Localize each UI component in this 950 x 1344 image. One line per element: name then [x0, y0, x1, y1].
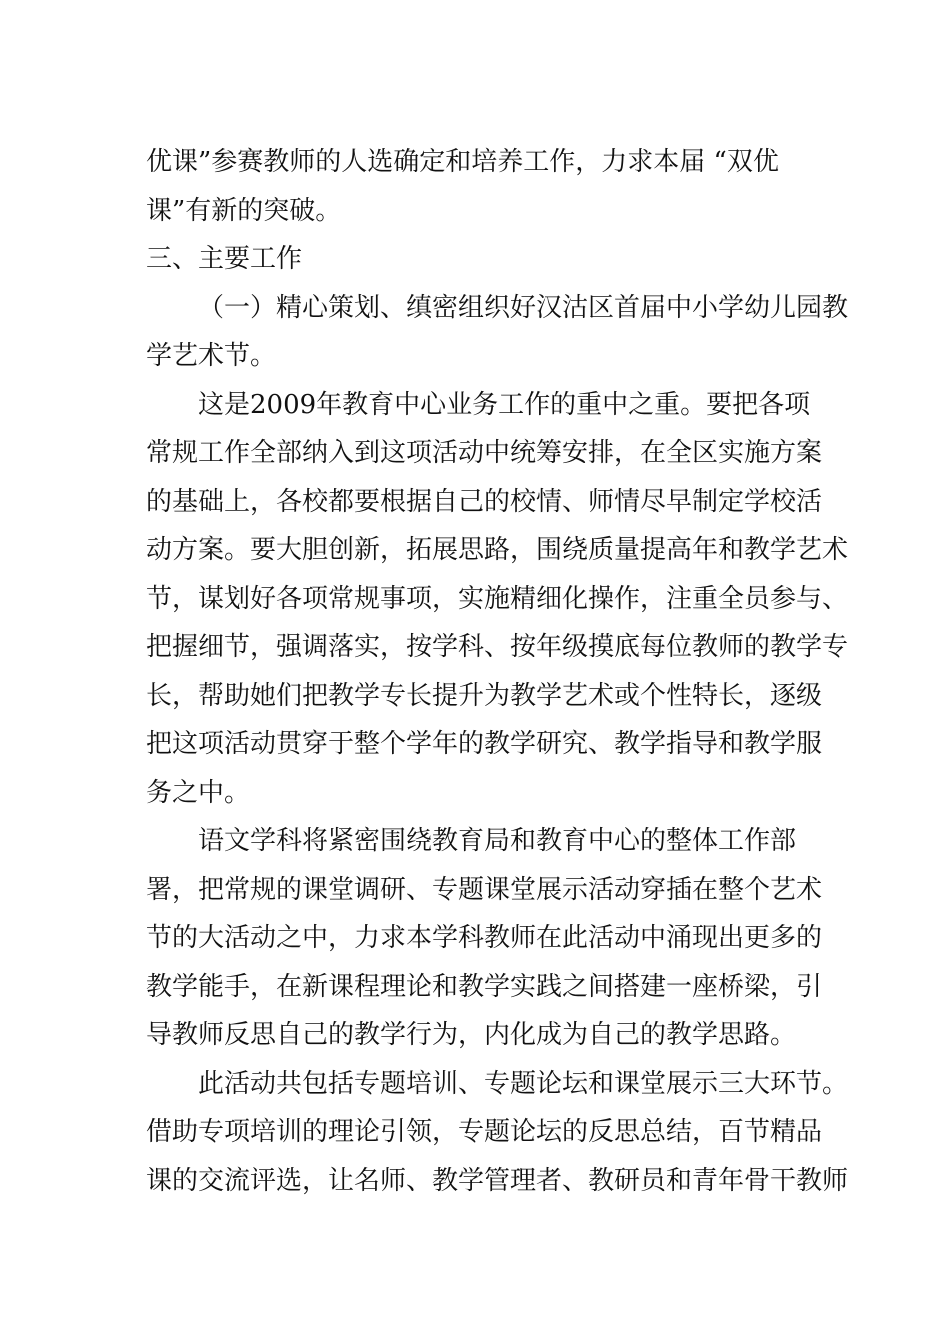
text-line: 常规工作全部纳入到这项活动中统筹安排，在全区实施方案 [146, 438, 823, 468]
text-line: 长，帮助她们把教学专长提升为教学艺术或个性特长，逐级 [146, 680, 823, 711]
text-line: 借助专项培训的理论引领，专题论坛的反思总结，百节精品 [146, 1117, 823, 1147]
text-line: 署，把常规的课堂调研、专题课堂展示活动穿插在整个艺术 [146, 874, 823, 905]
paragraph-start: 语文学科将紧密围绕教育局和教育中心的整体工作部 [198, 826, 797, 856]
paragraph-start: 这是2009年教育中心业务工作的重中之重。要把各项 [198, 389, 811, 420]
text-line: 学艺术节。 [146, 341, 277, 371]
text-line: 导教师反思自己的教学行为，内化成为自己的教学思路。 [146, 1020, 797, 1050]
text-line: 节，谋划好各项常规事项，实施精细化操作，注重全员参与、 [146, 583, 849, 614]
text-line: 课”有新的突破。 [146, 195, 342, 226]
text-line: 把这项活动贯穿于整个学年的教学研究、教学指导和教学服 [146, 729, 823, 759]
paragraph-start: 此活动共包括专题培训、专题论坛和课堂展示三大环节。 [198, 1068, 849, 1099]
document-body [146, 138, 849, 1205]
text-line: 的基础上，各校都要根据自己的校情、师情尽早制定学校活 [146, 486, 823, 517]
text-line: 把握细节，强调落实，按学科、按年级摸底每位教师的教学专 [146, 632, 849, 662]
section-heading: 三、主要工作 [146, 244, 303, 274]
text-line: 节的大活动之中，力求本学科教师在此活动中涌现出更多的 [146, 923, 823, 953]
text-line: 优课”参赛教师的人选确定和培养工作，力求本届 “双优 [146, 147, 779, 177]
text-line: 课的交流评选，让名师、教学管理者、教研员和青年骨干教师 [146, 1165, 849, 1196]
text-line: 教学能手，在新课程理论和教学实践之间搭建一座桥梁，引 [146, 971, 823, 1002]
subsection-heading: （一）精心策划、缜密组织好汉沽区首届中小学幼儿园教 [198, 292, 849, 323]
text-line: 务之中。 [146, 777, 251, 808]
text-line: 动方案。要大胆创新，拓展思路，围绕质量提高年和教学艺术 [146, 535, 849, 565]
